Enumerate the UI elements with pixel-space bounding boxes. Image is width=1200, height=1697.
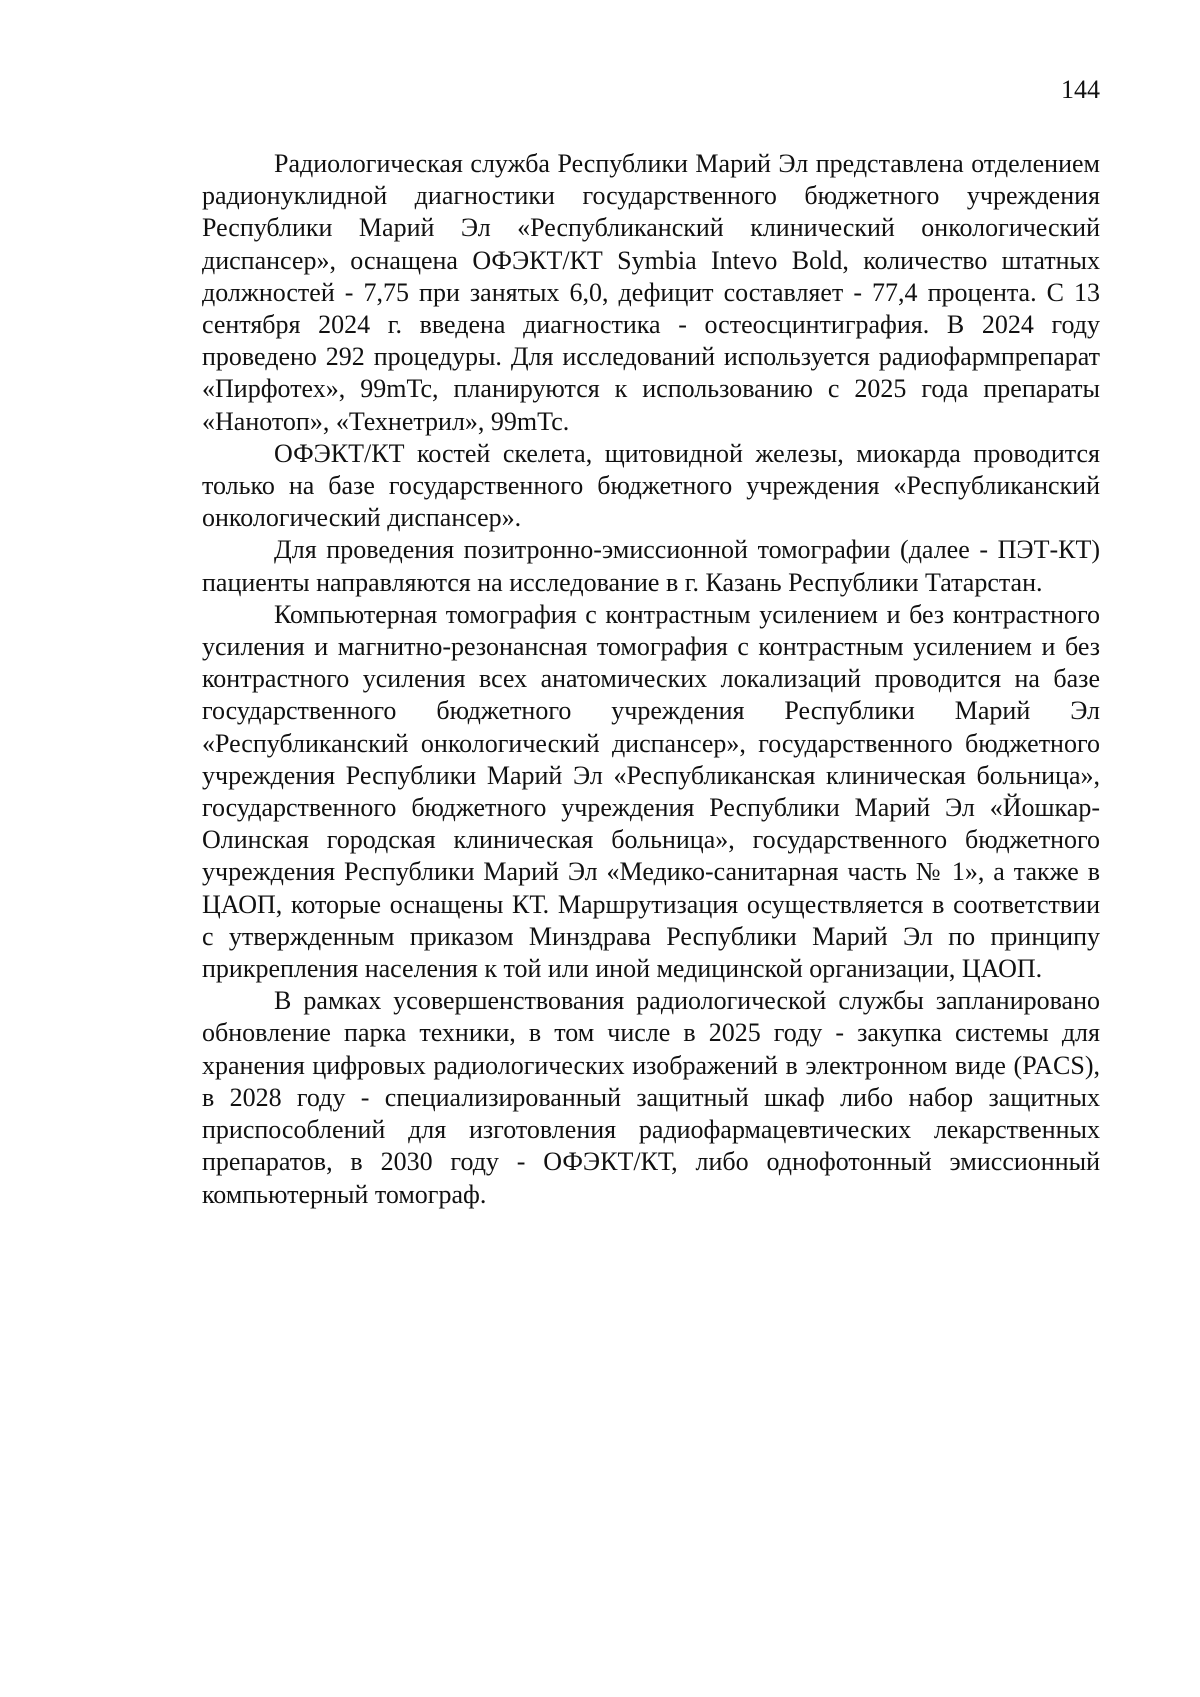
paragraph-equipment-plans: В рамках усовершенствования радиологической службы запланировано обновление парка техники, в том числе в 2025 году - закупка системы для хранения цифровых радиологических изображений в электронном виде (PACS), в 2028 году - специализированный защитный шкаф либо набор защитных приспособлений для изготовления радиофармацевтических лекарственных препаратов, в 2030 году - ОФЭКТ/КТ, либо однофотонный эмиссионный компьютерный томограф. <box>202 986 1100 1209</box>
paragraph-ct-mri: Компьютерная томография с контрастным усилением и без контрастного усиления и магнитно-резонансная томография с контрастным усилением и без контрастного усиления всех анатомических локализаций проводится на базе государственного бюджетного учреждения Республики Марий Эл «Республиканский онкологический диспансер», государственного бюджетного учреждения Республики Марий Эл «Республиканская клиническая больница», государственного бюджетного учреждения Республики Марий Эл «Йошкар-Олинская городская клиническая больница», государственного бюджетного учреждения Республики Марий Эл «Медико-санитарная часть № 1», а также в ЦАОП, которые оснащены КТ. Маршрутизация осуществляется в соответствии с утвержденным приказом Минздрава Республики Марий Эл по принципу прикрепления населения к той или иной медицинской организации, ЦАОП. <box>202 599 1100 984</box>
paragraph-radiology-service: Радиологическая служба Республики Марий Эл представлена отделением радионуклидной диагностики государственного бюджетного учреждения Республики Марий Эл «Республиканский клинический онкологический диспансер», оснащена ОФЭКТ/КТ Symbia Intevo Bold, количество штатных должностей - 7,75 при занятых 6,0, дефицит составляет - 77,4 процента. С 13 сентября 2024 г. введена диагностика - остеосцинтиграфия. В 2024 году проведено 292 процедуры. Для исследований используется радиофармпрепарат «Пирфотех», 99mTc, планируются к использованию с 2025 года препараты «Нанотоп», «Технетрил», 99mTc. <box>202 149 1100 436</box>
page-number: 144 <box>1061 75 1100 104</box>
paragraph-spect-ct: ОФЭКТ/КТ костей скелета, щитовидной железы, миокарда проводится только на базе государственного бюджетного учреждения «Республиканский онкологический диспансер». <box>202 438 1100 533</box>
body-text <box>202 148 1100 1211</box>
paragraph-pet-ct: Для проведения позитронно-эмиссионной томографии (далее - ПЭТ-КТ) пациенты направляются на исследование в г. Казань Республики Татарстан. <box>202 535 1100 597</box>
